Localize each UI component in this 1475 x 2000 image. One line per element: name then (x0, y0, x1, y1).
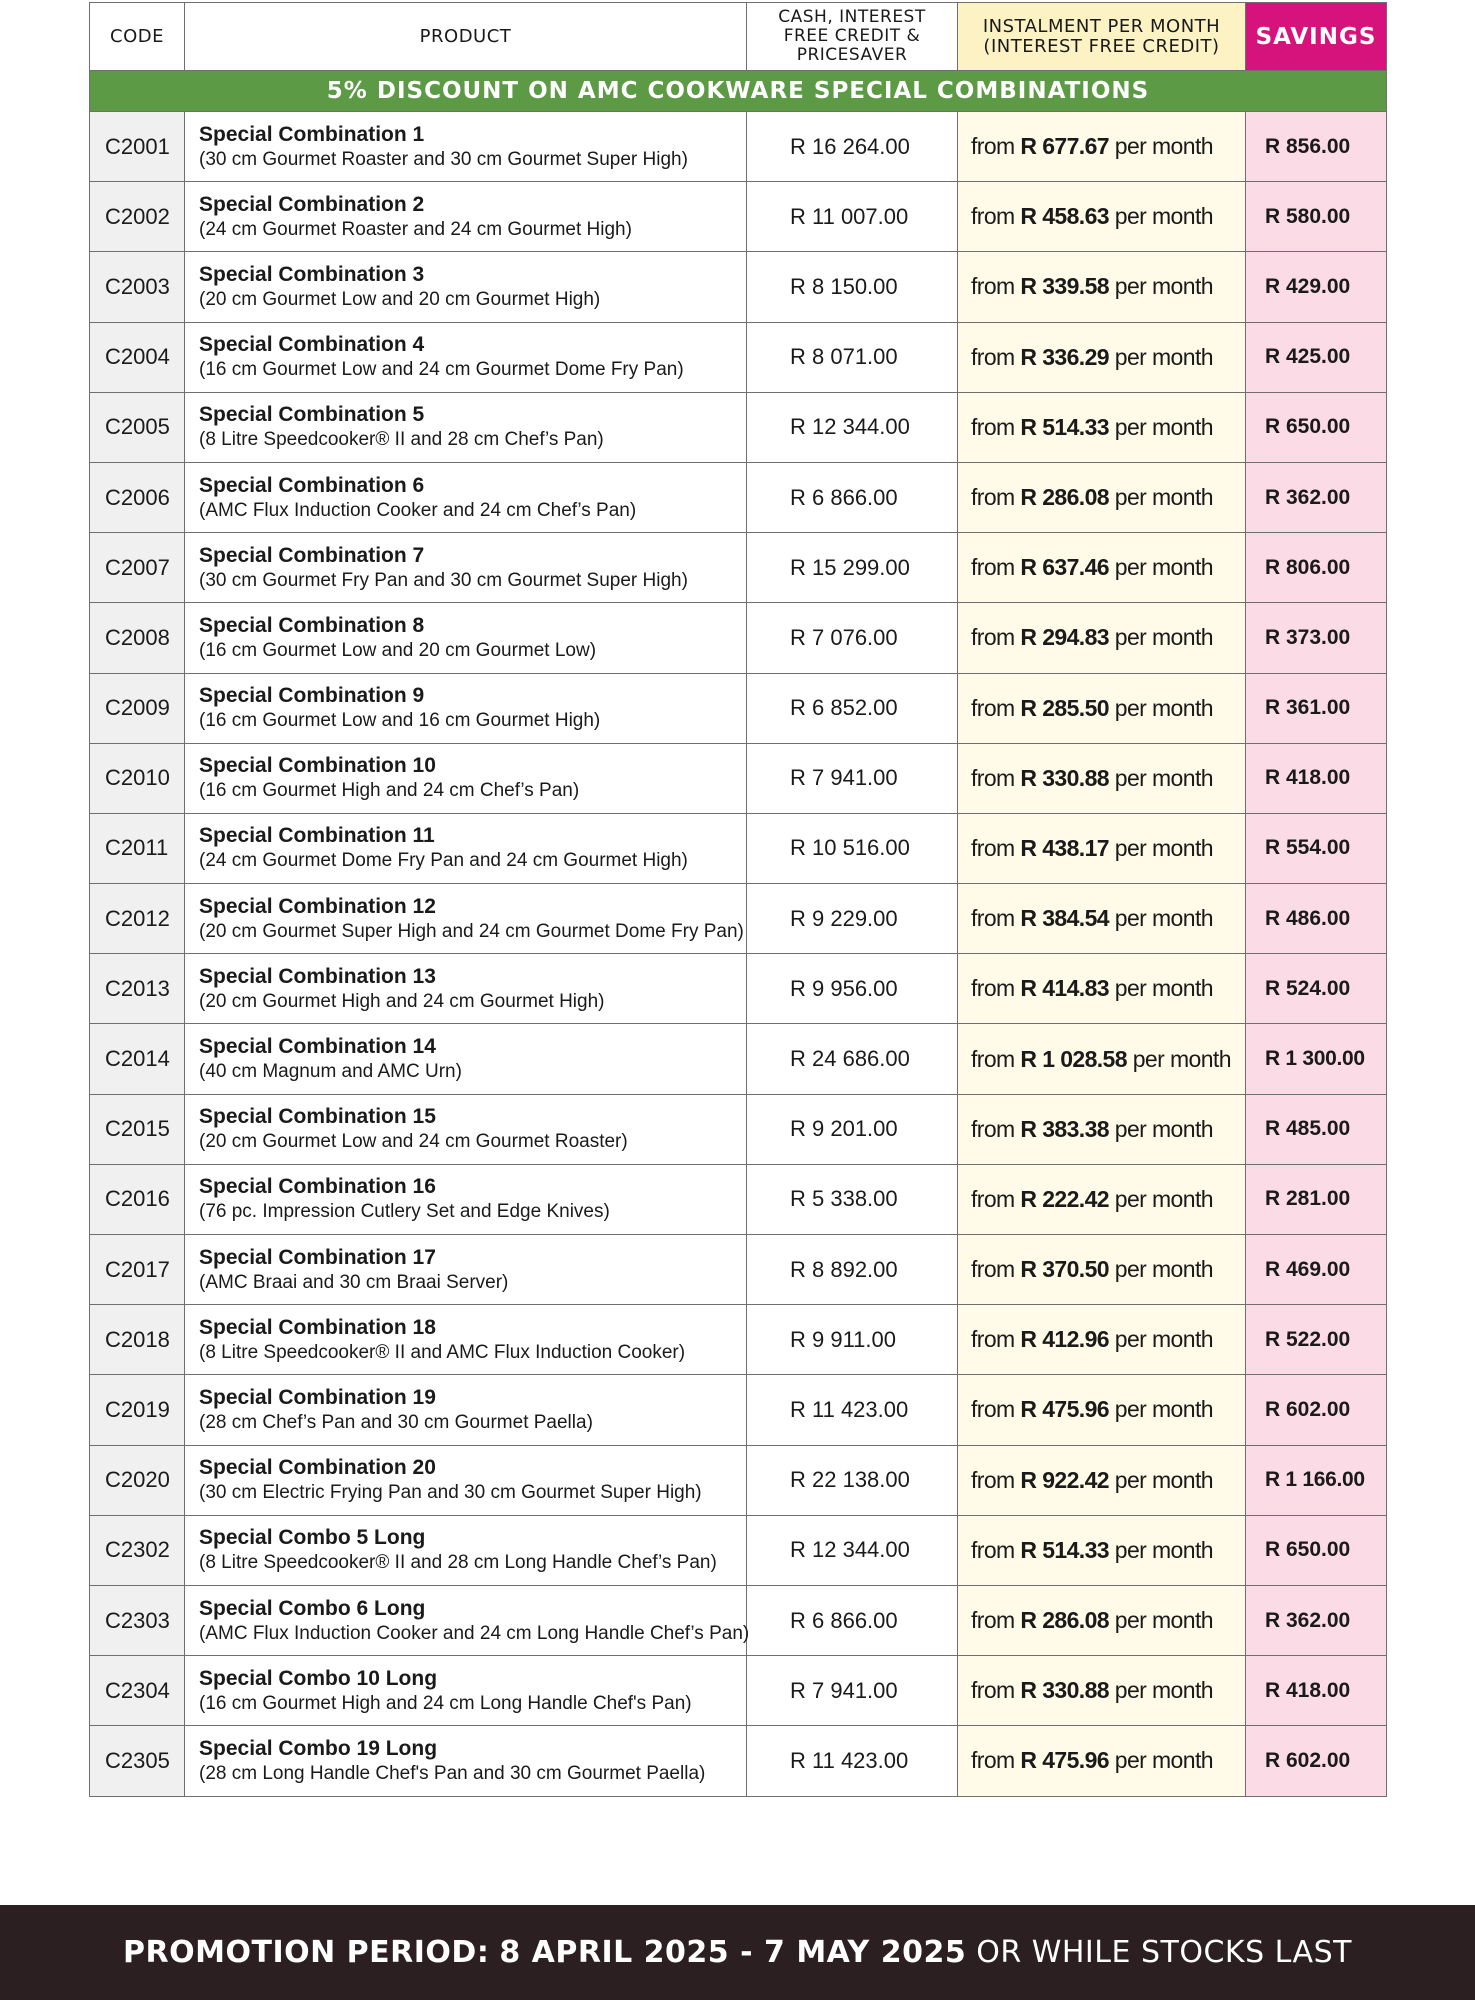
product-cell (185, 1515, 747, 1585)
cash-price: R 7 941.00 (747, 743, 958, 813)
product-description: (28 cm Chef’s Pan and 30 cm Gourmet Paella) (199, 1411, 593, 1433)
cash-price: R 15 299.00 (747, 533, 958, 603)
instalment-suffix: per month (1114, 273, 1213, 300)
product-description: (20 cm Gourmet Low and 20 cm Gourmet High) (199, 288, 601, 310)
product-description: (AMC Flux Induction Cooker and 24 cm Chef’s Pan) (199, 499, 637, 521)
product-code: C2005 (90, 392, 185, 462)
product-description: (8 Litre Speedcooker® II and 28 cm Long Handle Chef’s Pan) (199, 1552, 717, 1574)
cash-price: R 6 852.00 (747, 673, 958, 743)
product-name: Special Combo 6 Long (199, 1596, 426, 1620)
savings-amount: R 362.00 (1246, 1585, 1387, 1655)
instalment-prefix: from (971, 1607, 1015, 1634)
product-description: (20 cm Gourmet Super High and 24 cm Gourmet Dome Fry Pan) (199, 920, 744, 942)
instalment-amount: R 514.33 (1020, 1536, 1109, 1563)
table-row (90, 252, 1387, 322)
instalment-amount: R 336.29 (1020, 343, 1109, 370)
product-code: C2011 (90, 813, 185, 883)
instalment-suffix: per month (1114, 1396, 1213, 1423)
product-cell (185, 603, 747, 673)
product-code: C2004 (90, 322, 185, 392)
instalment-suffix: per month (1114, 624, 1213, 651)
product-code: C2015 (90, 1094, 185, 1164)
product-name: Special Combination 17 (199, 1245, 436, 1269)
header-row (90, 3, 1387, 71)
instalment-suffix: per month (1114, 343, 1213, 370)
product-name: Special Combination 11 (199, 824, 435, 848)
table-row (90, 813, 1387, 883)
product-cell (185, 1445, 747, 1515)
product-name: Special Combination 2 (199, 192, 425, 216)
header-savings: SAVINGS (1246, 3, 1387, 71)
product-name: Special Combo 19 Long (199, 1736, 438, 1760)
instalment-suffix: per month (1114, 1326, 1213, 1353)
savings-amount: R 806.00 (1246, 533, 1387, 603)
header-code: CODE (90, 3, 185, 71)
savings-amount: R 281.00 (1246, 1164, 1387, 1234)
product-code: C2009 (90, 673, 185, 743)
instalment-prefix: from (971, 203, 1015, 230)
header-instalment-line: INSTALMENT PER MONTH (982, 15, 1221, 37)
product-name: Special Combo 10 Long (199, 1666, 438, 1690)
promotion-bar (0, 1905, 1475, 2000)
instalment-amount: R 438.17 (1020, 834, 1109, 861)
savings-amount: R 418.00 (1246, 743, 1387, 813)
cash-price: R 7 076.00 (747, 603, 958, 673)
product-description: (AMC Braai and 30 cm Braai Server) (199, 1271, 509, 1293)
savings-amount: R 425.00 (1246, 322, 1387, 392)
product-code: C2010 (90, 743, 185, 813)
savings-amount: R 469.00 (1246, 1235, 1387, 1305)
product-name: Special Combination 12 (199, 894, 436, 918)
instalment-suffix: per month (1114, 1677, 1213, 1704)
header-instalment (958, 3, 1246, 71)
savings-amount: R 362.00 (1246, 462, 1387, 532)
instalment-amount: R 370.50 (1020, 1256, 1109, 1283)
product-description: (16 cm Gourmet High and 24 cm Chef’s Pan) (199, 780, 580, 802)
header-cash-line: CASH, INTEREST (778, 7, 926, 27)
savings-amount: R 522.00 (1246, 1305, 1387, 1375)
instalment-amount: R 514.33 (1020, 413, 1109, 440)
header-cash-line: PRICESAVER (796, 45, 908, 65)
product-code: C2020 (90, 1445, 185, 1515)
product-code: C2014 (90, 1024, 185, 1094)
product-name: Special Combination 1 (199, 122, 425, 146)
instalment-suffix: per month (1114, 1536, 1213, 1563)
header-instalment-line: (INTEREST FREE CREDIT) (983, 35, 1220, 57)
cash-price: R 8 071.00 (747, 322, 958, 392)
instalment-amount: R 330.88 (1020, 1677, 1109, 1704)
product-name: Special Combination 18 (199, 1315, 436, 1339)
table-row (90, 182, 1387, 252)
instalment-cell (958, 954, 1246, 1024)
savings-amount: R 485.00 (1246, 1094, 1387, 1164)
savings-amount: R 1 166.00 (1246, 1445, 1387, 1515)
instalment-prefix: from (971, 343, 1015, 370)
instalment-cell (958, 884, 1246, 954)
cash-price: R 6 866.00 (747, 1585, 958, 1655)
savings-amount: R 650.00 (1246, 1515, 1387, 1585)
promo-label: PROMOTION PERIOD: (123, 1935, 490, 1970)
product-name: Special Combo 5 Long (199, 1526, 426, 1550)
cash-price: R 8 150.00 (747, 252, 958, 322)
product-code: C2303 (90, 1585, 185, 1655)
product-name: Special Combination 15 (199, 1105, 436, 1129)
cash-price: R 9 956.00 (747, 954, 958, 1024)
cash-price: R 12 344.00 (747, 392, 958, 462)
instalment-amount: R 414.83 (1020, 975, 1109, 1002)
instalment-cell (958, 1094, 1246, 1164)
discount-banner-row (90, 71, 1387, 112)
product-description: (30 cm Gourmet Roaster and 30 cm Gourmet Super High) (199, 148, 688, 170)
instalment-prefix: from (971, 1677, 1015, 1704)
instalment-cell (958, 462, 1246, 532)
product-description: (24 cm Gourmet Roaster and 24 cm Gourmet High) (199, 218, 632, 240)
product-name: Special Combination 13 (199, 964, 436, 988)
instalment-suffix: per month (1114, 1747, 1213, 1774)
product-description: (28 cm Long Handle Chef's Pan and 30 cm Gourmet Paella) (199, 1762, 706, 1784)
product-code: C2304 (90, 1656, 185, 1726)
instalment-suffix: per month (1114, 1256, 1213, 1283)
instalment-amount: R 458.63 (1020, 203, 1109, 230)
product-code: C2006 (90, 462, 185, 532)
instalment-prefix: from (971, 1256, 1015, 1283)
product-code: C2001 (90, 112, 185, 182)
instalment-suffix: per month (1114, 413, 1213, 440)
header-product: PRODUCT (185, 3, 747, 71)
table-row (90, 322, 1387, 392)
instalment-suffix: per month (1132, 1045, 1231, 1072)
instalment-prefix: from (971, 834, 1015, 861)
product-name: Special Combination 10 (199, 754, 436, 778)
cash-price: R 8 892.00 (747, 1235, 958, 1305)
cash-price: R 5 338.00 (747, 1164, 958, 1234)
product-cell (185, 1094, 747, 1164)
table-row (90, 462, 1387, 532)
product-code: C2016 (90, 1164, 185, 1234)
product-code: C2019 (90, 1375, 185, 1445)
product-code: C2002 (90, 182, 185, 252)
instalment-prefix: from (971, 1045, 1015, 1072)
instalment-suffix: per month (1114, 975, 1213, 1002)
savings-amount: R 1 300.00 (1246, 1024, 1387, 1094)
cash-price: R 7 941.00 (747, 1656, 958, 1726)
product-cell (185, 182, 747, 252)
instalment-cell (958, 1305, 1246, 1375)
instalment-prefix: from (971, 1466, 1015, 1493)
cash-price: R 16 264.00 (747, 112, 958, 182)
instalment-prefix: from (971, 694, 1015, 721)
product-description: (24 cm Gourmet Dome Fry Pan and 24 cm Gourmet High) (199, 850, 688, 872)
cash-price: R 9 911.00 (747, 1305, 958, 1375)
product-code: C2305 (90, 1726, 185, 1796)
product-name: Special Combination 20 (199, 1456, 436, 1480)
savings-amount: R 650.00 (1246, 392, 1387, 462)
instalment-cell (958, 533, 1246, 603)
instalment-prefix: from (971, 484, 1015, 511)
instalment-suffix: per month (1114, 694, 1213, 721)
instalment-cell (958, 322, 1246, 392)
cash-price: R 9 201.00 (747, 1094, 958, 1164)
product-description: (30 cm Electric Frying Pan and 30 cm Gourmet Super High) (199, 1482, 702, 1504)
product-code: C2007 (90, 533, 185, 603)
table-row (90, 743, 1387, 813)
instalment-cell (958, 1726, 1246, 1796)
promo-note: OR WHILE STOCKS LAST (976, 1935, 1352, 1970)
product-code: C2018 (90, 1305, 185, 1375)
savings-amount: R 429.00 (1246, 252, 1387, 322)
instalment-amount: R 285.50 (1020, 694, 1109, 721)
table-row (90, 673, 1387, 743)
instalment-amount: R 286.08 (1020, 484, 1109, 511)
instalment-prefix: from (971, 1396, 1015, 1423)
instalment-cell (958, 392, 1246, 462)
table-row (90, 533, 1387, 603)
product-name: Special Combination 14 (199, 1035, 436, 1059)
instalment-cell (958, 1656, 1246, 1726)
product-description: (16 cm Gourmet Low and 24 cm Gourmet Dome Fry Pan) (199, 359, 684, 381)
savings-amount: R 856.00 (1246, 112, 1387, 182)
instalment-prefix: from (971, 133, 1015, 160)
product-cell (185, 673, 747, 743)
product-name: Special Combination 16 (199, 1175, 436, 1199)
product-cell (185, 1726, 747, 1796)
savings-amount: R 524.00 (1246, 954, 1387, 1024)
product-name: Special Combination 3 (199, 262, 425, 286)
cash-price: R 12 344.00 (747, 1515, 958, 1585)
product-name: Special Combination 8 (199, 613, 425, 637)
product-code: C2013 (90, 954, 185, 1024)
instalment-prefix: from (971, 764, 1015, 791)
table-row (90, 112, 1387, 182)
product-description: (16 cm Gourmet High and 24 cm Long Handle Chef's Pan) (199, 1692, 692, 1714)
product-cell (185, 112, 747, 182)
product-cell (185, 322, 747, 392)
product-description: (16 cm Gourmet Low and 20 cm Gourmet Low) (199, 639, 597, 661)
instalment-cell (958, 673, 1246, 743)
product-cell (185, 533, 747, 603)
table-row (90, 1305, 1387, 1375)
product-code: C2017 (90, 1235, 185, 1305)
instalment-cell (958, 603, 1246, 673)
cash-price: R 6 866.00 (747, 462, 958, 532)
instalment-suffix: per month (1114, 484, 1213, 511)
product-cell (185, 1656, 747, 1726)
product-cell (185, 954, 747, 1024)
instalment-amount: R 922.42 (1020, 1466, 1109, 1493)
product-name: Special Combination 7 (199, 543, 425, 567)
product-cell (185, 462, 747, 532)
instalment-prefix: from (971, 624, 1015, 651)
instalment-amount: R 222.42 (1020, 1185, 1109, 1212)
table-row (90, 603, 1387, 673)
instalment-amount: R 294.83 (1020, 624, 1109, 651)
table-row (90, 1375, 1387, 1445)
product-cell (185, 743, 747, 813)
instalment-amount: R 637.46 (1020, 554, 1109, 581)
cash-price: R 22 138.00 (747, 1445, 958, 1515)
product-cell (185, 1024, 747, 1094)
instalment-cell (958, 182, 1246, 252)
instalment-amount: R 384.54 (1020, 905, 1109, 932)
savings-amount: R 554.00 (1246, 813, 1387, 883)
product-description: (40 cm Magnum and AMC Urn) (199, 1061, 462, 1083)
instalment-cell (958, 1235, 1246, 1305)
instalment-prefix: from (971, 1326, 1015, 1353)
table-row (90, 392, 1387, 462)
instalment-suffix: per month (1114, 1185, 1213, 1212)
instalment-suffix: per month (1114, 834, 1213, 861)
table-row (90, 1235, 1387, 1305)
cash-price: R 9 229.00 (747, 884, 958, 954)
instalment-suffix: per month (1114, 203, 1213, 230)
instalment-cell (958, 252, 1246, 322)
product-name: Special Combination 19 (199, 1385, 436, 1409)
instalment-cell (958, 1515, 1246, 1585)
instalment-cell (958, 743, 1246, 813)
instalment-cell (958, 813, 1246, 883)
instalment-amount: R 286.08 (1020, 1607, 1109, 1634)
product-cell (185, 1235, 747, 1305)
instalment-amount: R 383.38 (1020, 1115, 1109, 1142)
instalment-suffix: per month (1114, 1115, 1213, 1142)
product-cell (185, 1305, 747, 1375)
instalment-amount: R 677.67 (1020, 133, 1109, 160)
product-cell (185, 1585, 750, 1655)
product-cell (185, 1164, 747, 1234)
table-row (90, 1094, 1387, 1164)
savings-amount: R 580.00 (1246, 182, 1387, 252)
instalment-suffix: per month (1114, 1607, 1213, 1634)
instalment-prefix: from (971, 1185, 1015, 1212)
product-description: (20 cm Gourmet Low and 24 cm Gourmet Roaster) (199, 1131, 628, 1153)
product-name: Special Combination 9 (199, 684, 425, 708)
instalment-suffix: per month (1114, 764, 1213, 791)
instalment-amount: R 330.88 (1020, 764, 1109, 791)
cash-price: R 11 007.00 (747, 182, 958, 252)
instalment-prefix: from (971, 905, 1015, 932)
product-cell (185, 252, 747, 322)
product-name: Special Combination 5 (199, 403, 425, 427)
table-row (90, 1024, 1387, 1094)
product-cell (185, 813, 747, 883)
product-description: (76 pc. Impression Cutlery Set and Edge Knives) (199, 1201, 610, 1223)
product-description: (20 cm Gourmet High and 24 cm Gourmet High) (199, 990, 605, 1012)
instalment-prefix: from (971, 975, 1015, 1002)
product-code: C2008 (90, 603, 185, 673)
instalment-suffix: per month (1114, 905, 1213, 932)
cash-price: R 11 423.00 (747, 1726, 958, 1796)
table-row (90, 954, 1387, 1024)
instalment-amount: R 339.58 (1020, 273, 1109, 300)
product-description: (AMC Flux Induction Cooker and 24 cm Long Handle Chef’s Pan) (199, 1622, 750, 1644)
table-row (90, 1585, 1387, 1655)
instalment-suffix: per month (1114, 133, 1213, 160)
product-description: (8 Litre Speedcooker® II and 28 cm Chef’s Pan) (199, 429, 604, 451)
instalment-cell (958, 1585, 1246, 1655)
table-row (90, 1515, 1387, 1585)
product-name: Special Combination 4 (199, 333, 425, 357)
savings-amount: R 486.00 (1246, 884, 1387, 954)
instalment-suffix: per month (1114, 1466, 1213, 1493)
instalment-cell (958, 1375, 1246, 1445)
product-cell (185, 1375, 747, 1445)
savings-amount: R 602.00 (1246, 1375, 1387, 1445)
table-row (90, 1164, 1387, 1234)
product-description: (8 Litre Speedcooker® II and AMC Flux Induction Cooker) (199, 1341, 686, 1363)
product-name: Special Combination 6 (199, 473, 425, 497)
header-cash (747, 3, 958, 71)
instalment-amount: R 412.96 (1020, 1326, 1109, 1353)
product-cell (185, 392, 747, 462)
header-cash-line: FREE CREDIT & (783, 26, 921, 46)
instalment-cell (958, 1024, 1246, 1094)
instalment-cell (958, 112, 1246, 182)
product-cell (185, 884, 747, 954)
product-code: C2012 (90, 884, 185, 954)
instalment-prefix: from (971, 1115, 1015, 1142)
instalment-prefix: from (971, 273, 1015, 300)
product-code: C2003 (90, 252, 185, 322)
table-row (90, 1445, 1387, 1515)
discount-banner: 5% DISCOUNT ON AMC COOKWARE SPECIAL COMBINATIONS (90, 71, 1387, 112)
table-row (90, 884, 1387, 954)
instalment-prefix: from (971, 413, 1015, 440)
instalment-suffix: per month (1114, 554, 1213, 581)
savings-amount: R 602.00 (1246, 1726, 1387, 1796)
instalment-cell (958, 1445, 1246, 1515)
instalment-amount: R 1 028.58 (1020, 1045, 1127, 1072)
instalment-amount: R 475.96 (1020, 1396, 1109, 1423)
cash-price: R 10 516.00 (747, 813, 958, 883)
instalment-prefix: from (971, 1747, 1015, 1774)
savings-amount: R 418.00 (1246, 1656, 1387, 1726)
product-description: (16 cm Gourmet Low and 16 cm Gourmet High) (199, 710, 601, 732)
instalment-amount: R 475.96 (1020, 1747, 1109, 1774)
cash-price: R 11 423.00 (747, 1375, 958, 1445)
instalment-prefix: from (971, 1536, 1015, 1563)
product-code: C2302 (90, 1515, 185, 1585)
cash-price: R 24 686.00 (747, 1024, 958, 1094)
promo-dates: 8 APRIL 2025 - 7 MAY 2025 (499, 1935, 967, 1970)
savings-amount: R 373.00 (1246, 603, 1387, 673)
table-row (90, 1726, 1387, 1796)
savings-amount: R 361.00 (1246, 673, 1387, 743)
price-table (89, 2, 1387, 1797)
instalment-cell (958, 1164, 1246, 1234)
product-description: (30 cm Gourmet Fry Pan and 30 cm Gourmet Super High) (199, 569, 688, 591)
table-row (90, 1656, 1387, 1726)
instalment-prefix: from (971, 554, 1015, 581)
